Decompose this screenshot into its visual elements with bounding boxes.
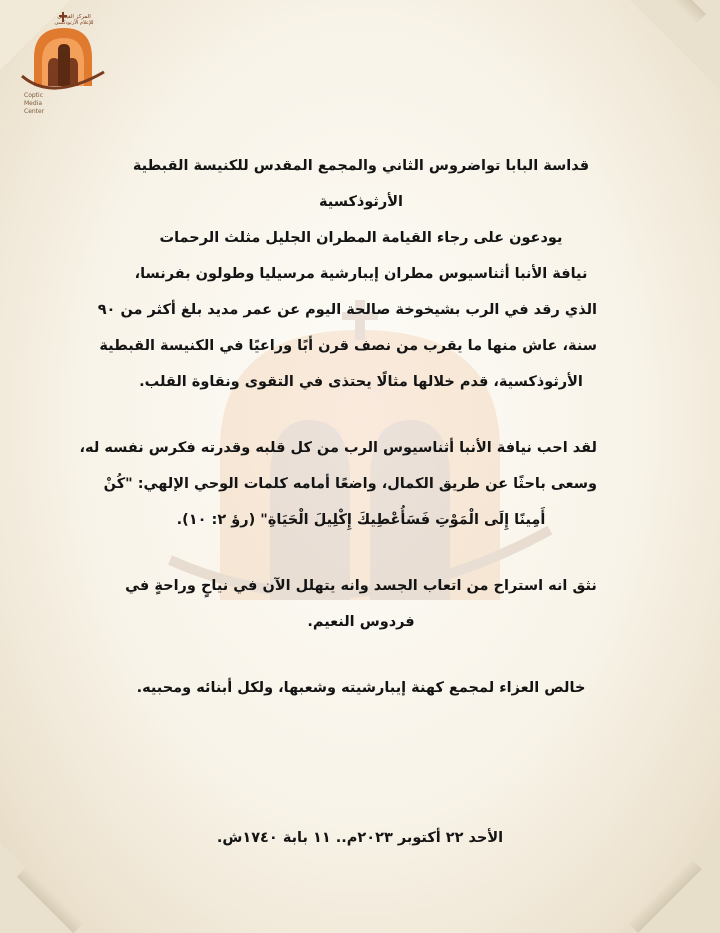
text-line: سنة، عاش منها ما يقرب من نصف قرن أبًا وراعيًا في الكنيسة القبطية [99, 338, 597, 354]
text-line: فردوس النعيم. [307, 614, 415, 630]
svg-text:المركز القبطى [57, 13, 91, 20]
logo-arabic-line1: المركز القبطى [57, 14, 91, 20]
text-line: الأرثوذكسية [319, 194, 403, 210]
paper-corner-top-right [630, 0, 720, 90]
text-line: قداسة البابا تواضروس الثاني والمجمع المقدس للكنيسة القبطية [132, 158, 590, 174]
paragraph [79, 430, 597, 538]
text-line: الأرثوذكسية، قدم خلالها مثالًا يحتذى في التقوى ونقاوة القلب. [139, 374, 583, 390]
logo-english-word: Media [24, 100, 43, 107]
text-line: أَمِينًا إِلَى الْمَوْتِ فَسَأُعْطِيكَ إِكْلِيلَ الْحَيَاةِ" (رؤ ٢: ١٠). [176, 512, 546, 528]
text-line: لقد احب نيافة الأنبا أثناسيوس الرب من كل قلبه وقدرته فكرس نفسه له، [79, 440, 597, 456]
text-line: وسعى باحثًا عن طريق الكمال، واضعًا أمامه كلمات الوحي الإلهي: "كُنْ [103, 476, 597, 492]
announcement-body [79, 148, 597, 706]
logo-english-word: Coptic [24, 92, 43, 99]
text-line: خالص العزاء لمجمع كهنة إيبارشيته وشعبها، ولكل أبنائه ومحبيه. [136, 680, 586, 696]
text-line: يودعون على رجاء القيامة المطران الجليل مثلث الرحمات [159, 230, 563, 246]
date-line: الأحد ٢٢ أكتوبر ٢٠٢٣م.. ١١ بابة ١٧٤٠ش. [216, 830, 504, 846]
coptic-media-center-logo [12, 6, 112, 102]
text-line: الذي رقد في الرب بشيخوخة صالحة اليوم عن عمر مديد بلغ أكثر من ٩٠ [97, 302, 597, 318]
svg-text:للإعلام الأرثوذكسى [54, 19, 94, 26]
paragraph [125, 568, 597, 640]
logo-arabic-line2: للإعلام الأرثوذكسى [54, 20, 94, 26]
logo-english-name [24, 92, 44, 116]
text-line: نيافة الأنبا أثناسيوس مطران إيبارشية مرسيليا وطولون بفرنسا، [134, 266, 588, 282]
paragraph [125, 670, 597, 706]
text-line: نثق انه استراح من اتعاب الجسد وانه يتهلل الآن في نياحٍ وراحةٍ في [125, 578, 597, 594]
paragraph [97, 148, 597, 400]
logo-english-word: Center [24, 108, 45, 115]
